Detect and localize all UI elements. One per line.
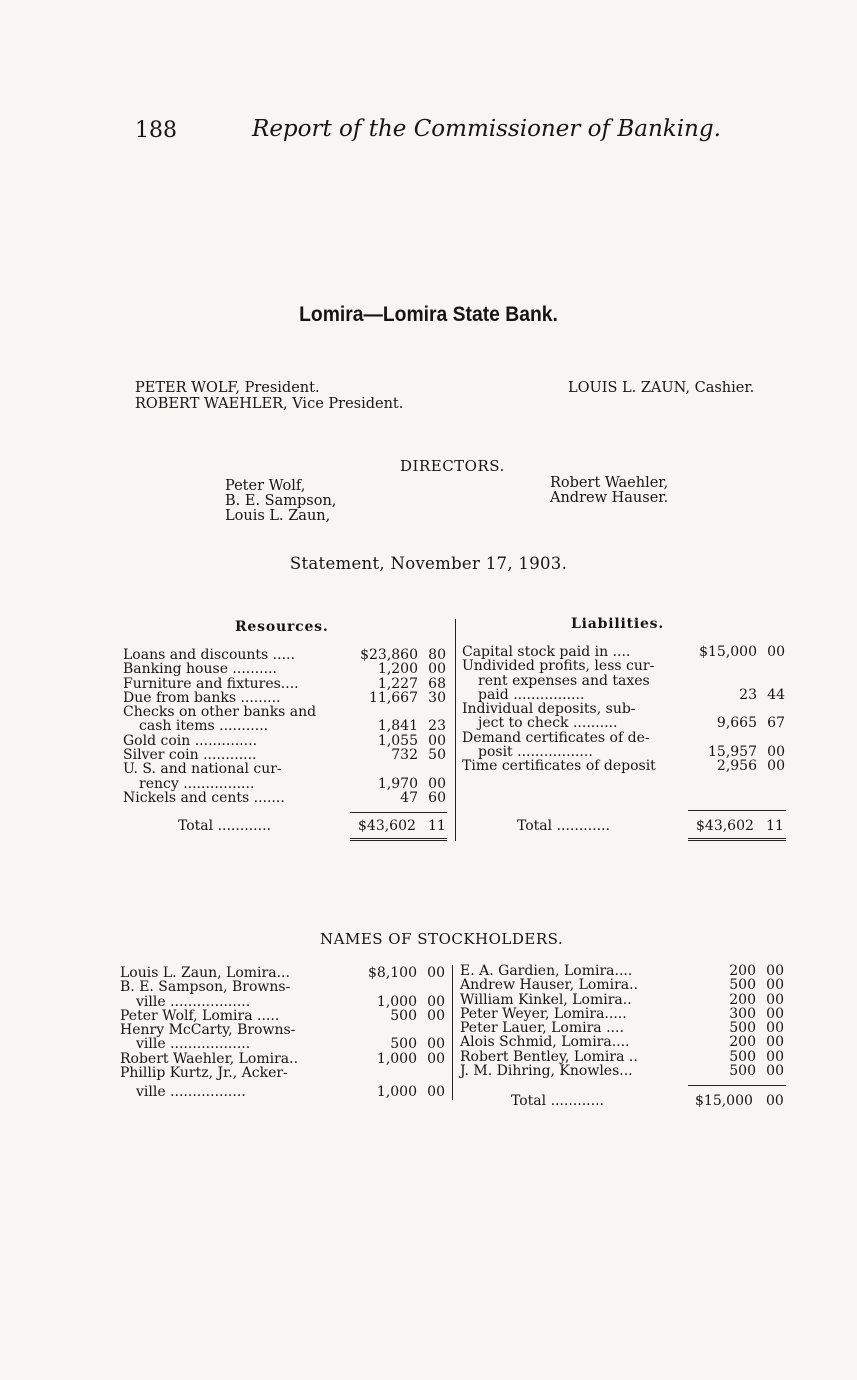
table-row: Banking house .......... 1,200 00 (123, 661, 446, 678)
table-row: William Kinkel, Lomira.. 200 00 (460, 991, 784, 1008)
table-row: J. M. Dihring, Knowles... 500 00 (460, 1063, 784, 1080)
resources-total-cents: 11 (428, 818, 446, 834)
table-row: Individual deposits, sub- (462, 701, 636, 718)
resources-total-label: Total ............ (178, 818, 271, 834)
table-row: Peter Wolf, Lomira ..... 500 00 (120, 1007, 445, 1024)
table-row: ville .................. 1,000 00 (136, 993, 445, 1010)
officer-president: PETER WOLF, President. (135, 380, 320, 396)
column-divider (455, 619, 456, 841)
stockholders-total-label: Total ............ (511, 1093, 604, 1109)
table-row: Peter Weyer, Lomira..... 300 00 (460, 1005, 784, 1022)
table-row: ville .................. 500 00 (136, 1036, 445, 1053)
director-2: B. E. Sampson, (225, 493, 337, 509)
liabilities-total-dollars: $43,602 (696, 818, 754, 834)
stockholders-total-dollars: $15,000 (695, 1093, 753, 1109)
table-row: Robert Bentley, Lomira .. 500 00 (460, 1048, 784, 1065)
resources-heading: Resources. (235, 619, 329, 635)
table-row: Checks on other banks and (123, 704, 317, 721)
stockholders-left-table (120, 966, 447, 1100)
running-title: Report of the Commissioner of Banking. (252, 116, 721, 142)
table-row: Phillip Kurtz, Jr., Acker- (120, 1065, 288, 1082)
page-number: 188 (135, 118, 177, 143)
table-row: Undivided profits, less cur- (462, 658, 655, 675)
table-row: Demand certificates of de- (462, 729, 650, 746)
table-row: paid ................ 23 44 (478, 686, 785, 703)
directors-heading: DIRECTORS. (400, 457, 505, 475)
table-row: E. A. Gardien, Lomira.... 200 00 (460, 963, 784, 979)
table-row: ville ................. 1,000 00 (136, 1084, 445, 1101)
table-row: Time certificates of deposit 2,956 00 (462, 758, 785, 775)
table-row: Andrew Hauser, Lomira.. 500 00 (460, 977, 784, 994)
director-4: Robert Waehler, (550, 475, 669, 491)
liabilities-table (462, 645, 787, 774)
officer-vice-president: ROBERT WAEHLER, Vice President. (135, 396, 404, 412)
stockholders-heading: NAMES OF STOCKHOLDERS. (320, 930, 564, 948)
director-1: Peter Wolf, (225, 478, 306, 494)
table-row: cash items ........... 1,841 23 (139, 718, 446, 735)
liabilities-total-cents: 11 (766, 818, 784, 834)
table-row: posit ................. 15,957 00 (478, 744, 785, 761)
table-row: Loans and discounts ..... $23,860 80 (123, 647, 446, 663)
stockholders-right-table (460, 964, 786, 1078)
resources-total-double-rule (350, 838, 447, 841)
liabilities-total-double-rule (688, 838, 786, 841)
table-row: Capital stock paid in .... $15,000 00 (462, 644, 785, 660)
table-row: Henry McCarty, Browns- (120, 1022, 296, 1039)
table-row: U. S. and national cur- (123, 761, 282, 778)
table-row: Robert Waehler, Lomira.. 1,000 00 (120, 1050, 445, 1067)
stockholders-total-cents: 00 (766, 1093, 784, 1109)
table-row: rency ................ 1,970 00 (139, 775, 446, 792)
statement-title: Statement, November 17, 1903. (289, 554, 568, 573)
table-row: Gold coin .............. 1,055 00 (123, 732, 446, 749)
liabilities-heading: Liabilities. (571, 616, 665, 632)
table-row: Due from banks ......... 11,667 30 (123, 689, 446, 706)
resources-total-dollars: $43,602 (358, 818, 416, 834)
table-row: Nickels and cents ....... 47 60 (123, 789, 446, 806)
director-5: Andrew Hauser. (550, 490, 669, 506)
resources-total-rule (350, 812, 447, 813)
resources-table (123, 648, 448, 805)
stockholders-divider (452, 965, 453, 1100)
director-3: Louis L. Zaun, (225, 508, 331, 524)
officer-cashier: LOUIS L. ZAUN, Cashier. (568, 380, 755, 396)
table-row: Alois Schmid, Lomira.... 200 00 (460, 1034, 784, 1051)
table-row: Peter Lauer, Lomira .... 500 00 (460, 1020, 784, 1037)
table-row: rent expenses and taxes (478, 672, 650, 689)
table-row: ject to check .......... 9,665 67 (478, 715, 785, 732)
bank-title: Lomira—Lomira State Bank. (299, 303, 558, 326)
table-row: B. E. Sampson, Browns- (120, 979, 291, 996)
table-row: Louis L. Zaun, Lomira... $8,100 00 (120, 965, 445, 981)
table-row: Silver coin ............ 732 50 (123, 747, 446, 764)
liabilities-total-rule (688, 810, 786, 811)
table-row: Furniture and fixtures.... 1,227 68 (123, 675, 446, 692)
liabilities-total-label: Total ............ (517, 818, 610, 834)
stockholders-total-rule (688, 1085, 786, 1086)
